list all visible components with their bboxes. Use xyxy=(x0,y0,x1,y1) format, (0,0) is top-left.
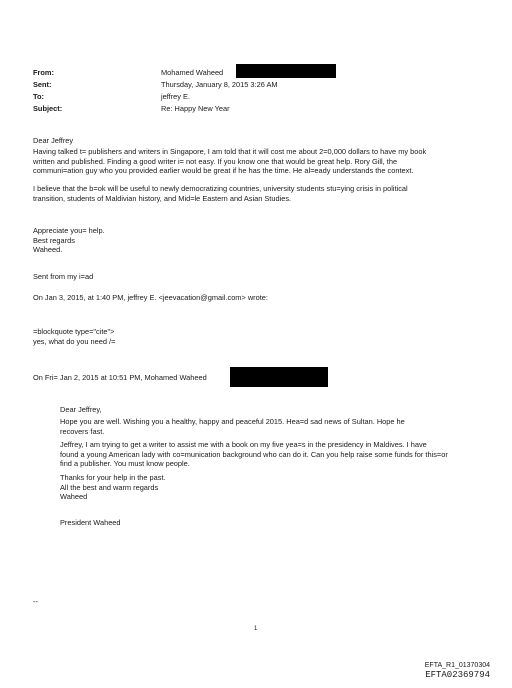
sent-label: Sent: xyxy=(33,80,52,89)
reply-header-2: On Fri= Jan 2, 2015 at 10:51 PM, Mohamed Waheed xyxy=(33,373,207,382)
subject-value: Re: Happy New Year xyxy=(161,104,230,113)
salutation: Dear Jeffrey xyxy=(33,136,74,145)
from-value: Mohamed Waheed xyxy=(161,68,224,77)
sent-from-line: Sent from my i=ad xyxy=(33,272,94,281)
redaction-box xyxy=(236,64,336,78)
to-label: To: xyxy=(33,92,44,101)
quoted-salutation: Dear Jeffrey, xyxy=(60,405,102,414)
quoted-signature: President Waheed xyxy=(60,518,121,527)
paragraph-3: Appreciate you= help. Best regards Waheed. xyxy=(33,226,105,255)
dash-separator: -- xyxy=(33,597,38,606)
paragraph-1: Having talked t= publishers and writers in Singapore, I am told that it will cost me about 2=0,000 dollars to have my book written and published. Finding a good writer i= not easy. If you know one that would be great help. Rory Gill, the communi=ation guy who you provided earlier would be great if he has the time. He al=eady understands the context. xyxy=(33,147,427,176)
quoted-closing: Thanks for your help in the past. All the best and warm regards Waheed xyxy=(60,473,166,502)
footer-ref-1: EFTA_R1_01370304 xyxy=(424,662,490,669)
subject-label: Subject: xyxy=(33,104,63,113)
blockquote-text: =blockquote type="cite"> yes, what do you need /= xyxy=(33,327,116,346)
from-label: From: xyxy=(33,68,54,77)
quoted-line-2: Jeffrey, I am trying to get a writer to assist me with a book on my five yea=s in the presidency in Maldives. I have found a young American lady with co=munication background who can do it. Can you help raise some funds for this=or find a publisher. You must know people. xyxy=(60,440,448,469)
redaction-box-2 xyxy=(230,367,328,387)
reply-header-1: On Jan 3, 2015, at 1:40 PM, jeffrey E. <jeevacation@gmail.com> wrote: xyxy=(33,293,268,302)
quoted-line-1: Hope you are well. Wishing you a healthy, happy and peaceful 2015. Hea=d sad news of Sultan. Hope he recovers fast. xyxy=(60,417,405,436)
to-value: jeffrey E. xyxy=(161,92,191,101)
paragraph-2: I believe that the b=ok will be useful to newly democratizing countries, university students stu=ying crisis in political transition, students of Maldivian history, and Mid=le Eastern and Asian Studies. xyxy=(33,184,408,203)
sent-value: Thursday, January 8, 2015 3:26 AM xyxy=(161,80,278,89)
footer-ref-2: EFTA02369794 xyxy=(425,670,490,680)
page-number: 1 xyxy=(254,626,258,632)
